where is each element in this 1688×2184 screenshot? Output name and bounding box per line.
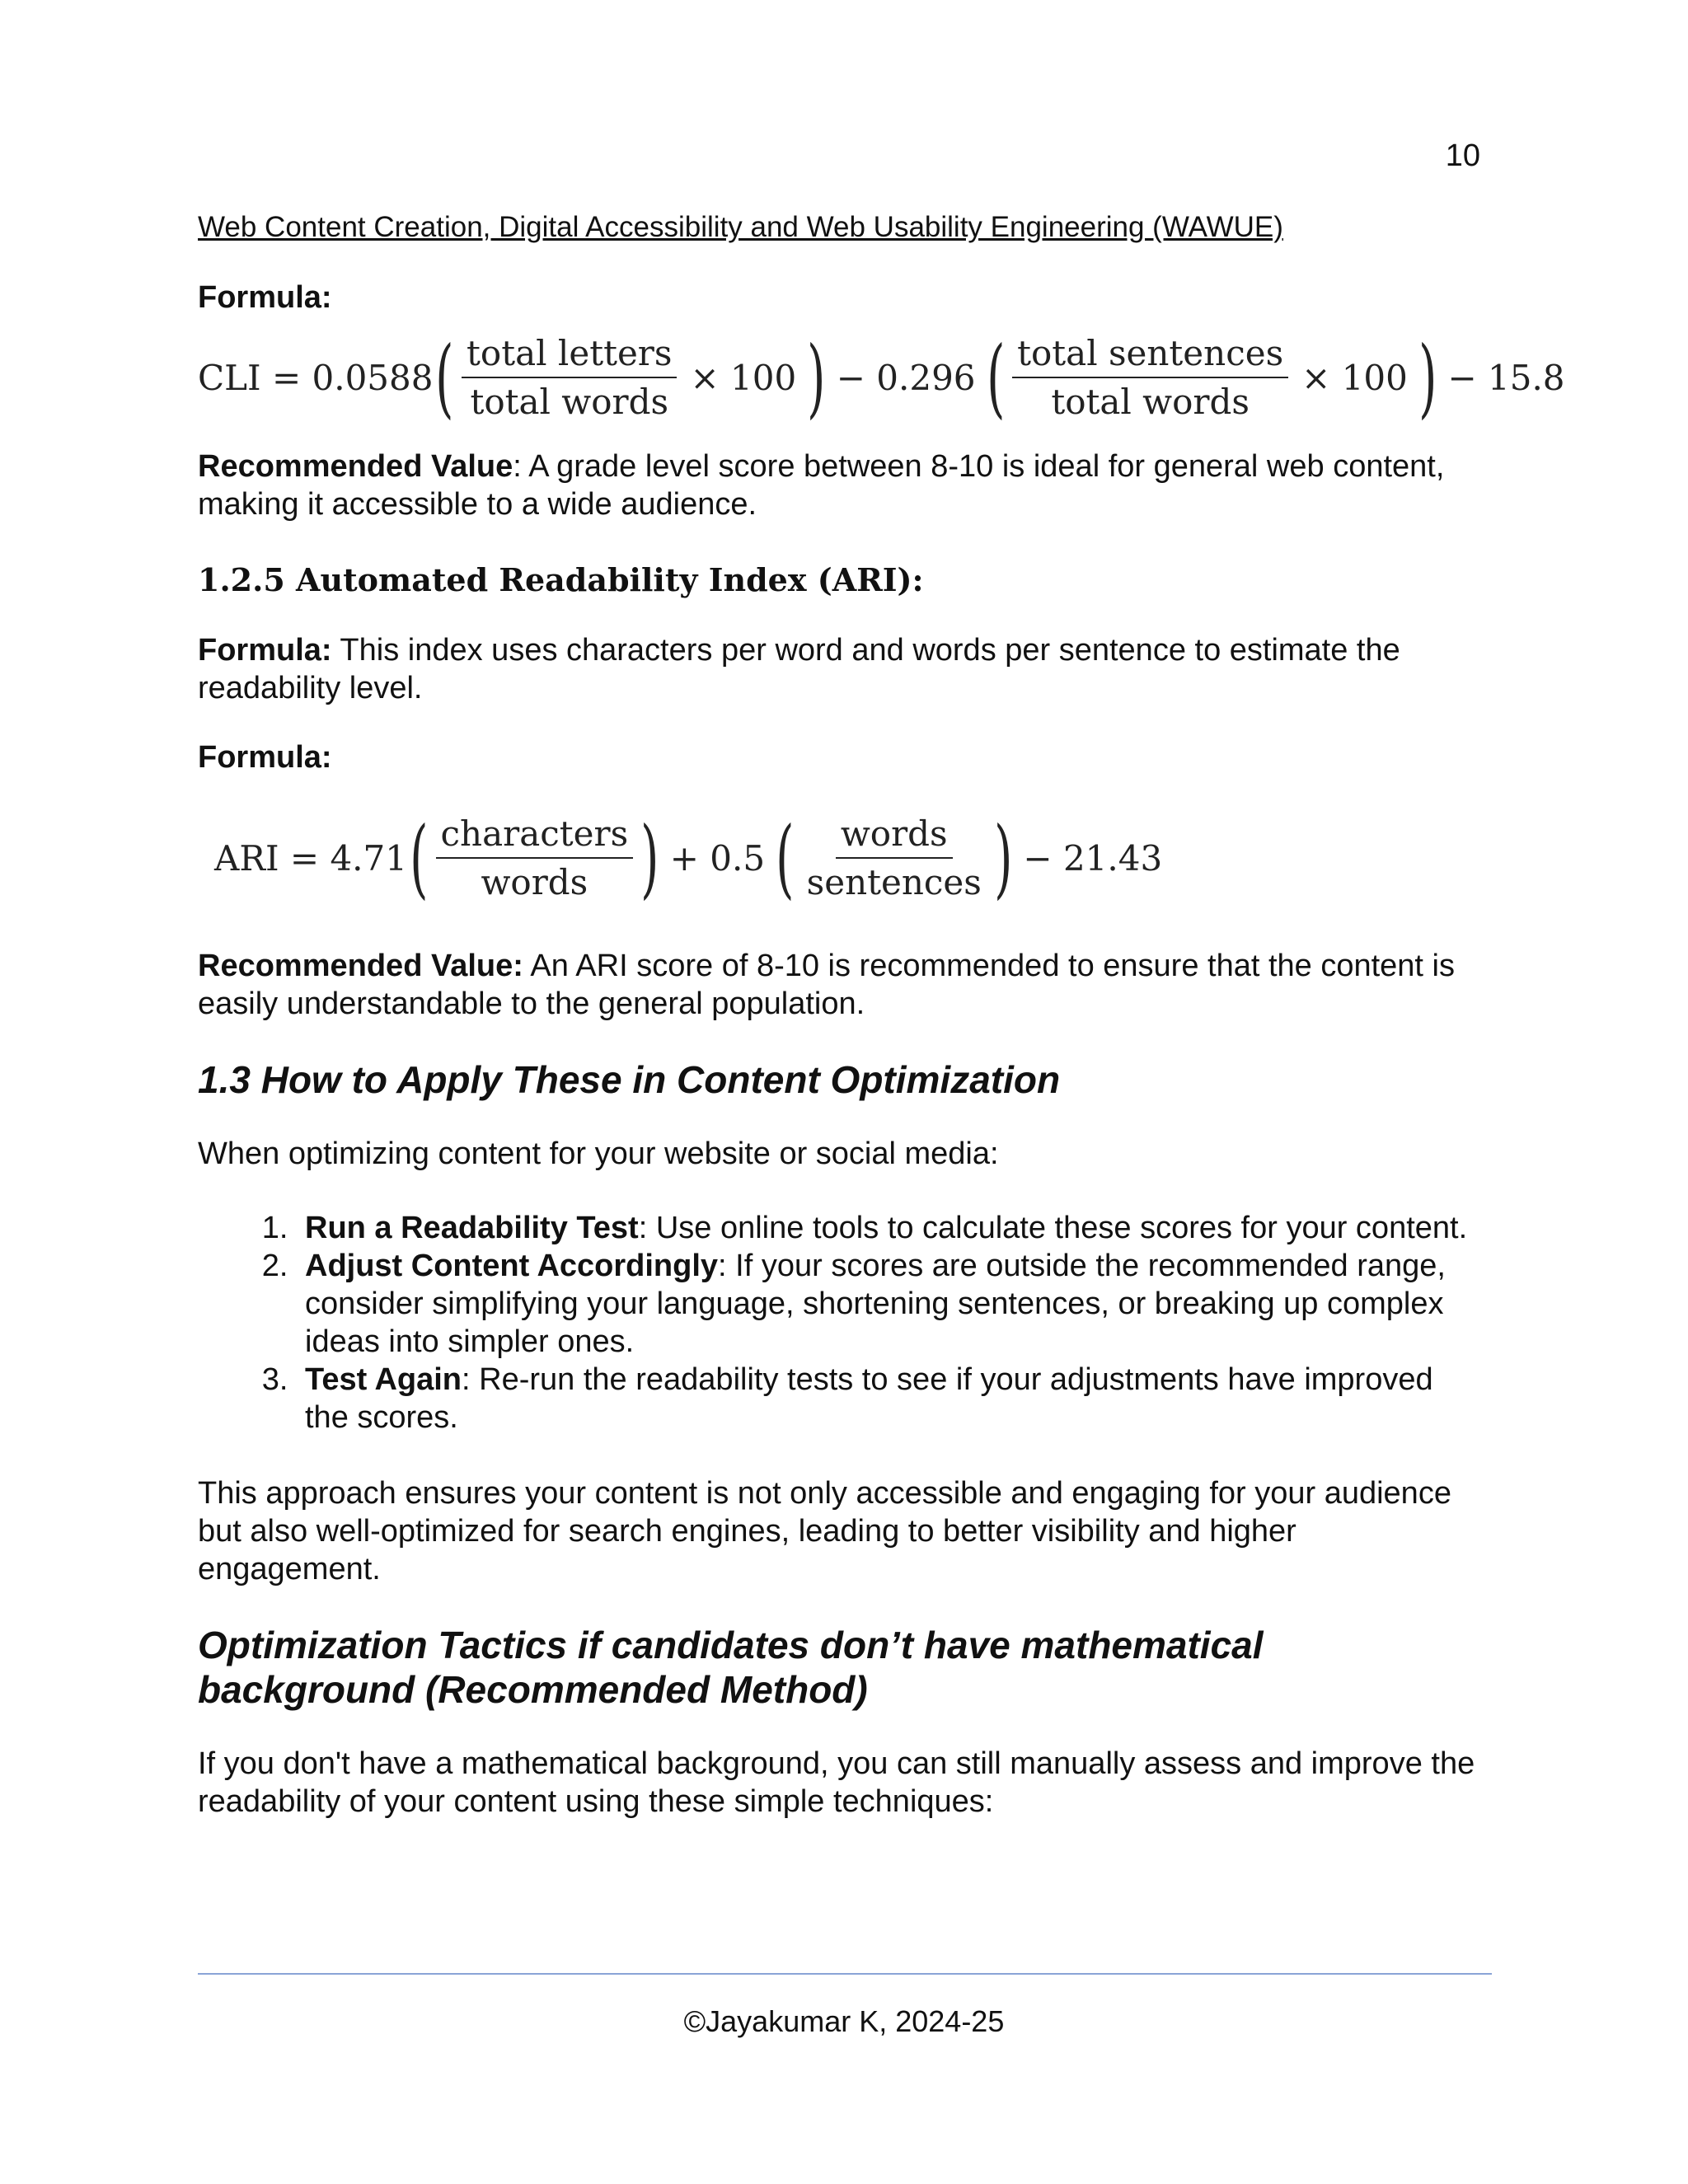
apply-heading: 1.3 How to Apply These in Content Optimization [198,1058,1061,1101]
cli-formula: CLI = 0.0588 ( $\frac{\text{total letters}}{\text{total words}}$ × 100 ) − 0.296 ( $\frac{\text{total sentences}}{\text{total words}}$ × 100 ) − 15.8 [198,327,1565,428]
apply-intro: When optimizing content for your website or social media: [198,1137,999,1171]
ari-fraction-words: $\frac{\text{words}}{\text{sentences}}$ [806,813,982,902]
ari-recommended-value: Recommended Value: An ARI score of 8-10 is recommended to ensure that the content is easily understandable to the general population. [198,949,1455,1021]
ari-lhs: ARI = 4.71 [214,837,407,879]
ari-formula: ARI = 4.71 ( $\frac{\text{characters}}{\text{words}}$ ) + 0.5 ( $\frac{\text{words}}{\text{sentences}}$ ) − 21.43 [214,808,1163,908]
running-header[interactable]: Web Content Creation, Digital Accessibility and Web Usability Engineering (WAWUE) [198,211,1283,243]
list-item: 3. Test Again: Re-run the readability tests to see if your adjustments have improved the scores. [297,1361,1484,1436]
ari-fraction-characters: $\frac{\text{characters}}{\text{words}}$ [436,813,634,902]
footer-divider [198,1973,1492,1975]
apply-closing: This approach ensures your content is not only accessible and engaging for your audience but also well-optimized for search engines, leading to better visibility and higher engagement. [198,1476,1451,1586]
page-footer: ©Jayakumar K, 2024-25 [683,2004,1005,2038]
cli-recommended-value: Recommended Value: A grade level score between 8-10 is ideal for general web content, making it accessible to a wide audience. [198,449,1445,522]
page-content [198,280,1565,1821]
cli-fraction-sentences: $\frac{\text{total sentences}}{\text{total words}}$ [1012,333,1288,422]
cli-lhs: CLI = 0.0588 [198,357,434,398]
cli-fraction-letters: $\frac{\text{total letters}}{\text{total words}}$ [462,333,677,422]
apply-steps-list [198,1209,1484,1436]
page-number: 10 [1445,138,1480,173]
ari-formula-label: Formula: [198,740,332,775]
tactics-heading: Optimization Tactics if candidates don’t have mathematical background (Recommended Method) [198,1624,1264,1711]
ari-heading: 1.2.5 Automated Readability Index (ARI): [198,561,924,598]
list-item: 2. Adjust Content Accordingly: If your scores are outside the recommended range, consider simplifying your language, shortening sentences, or breaking up complex ideas into simpler ones. [297,1247,1484,1361]
list-item: 1. Run a Readability Test: Use online tools to calculate these scores for your content. [297,1209,1484,1247]
tactics-intro: If you don't have a mathematical background, you can still manually assess and improve the readability of your content using these simple techniques: [198,1746,1475,1819]
cli-formula-label: Formula: [198,280,332,315]
ari-description: Formula: This index uses characters per word and words per sentence to estimate the readability level. [198,633,1400,705]
